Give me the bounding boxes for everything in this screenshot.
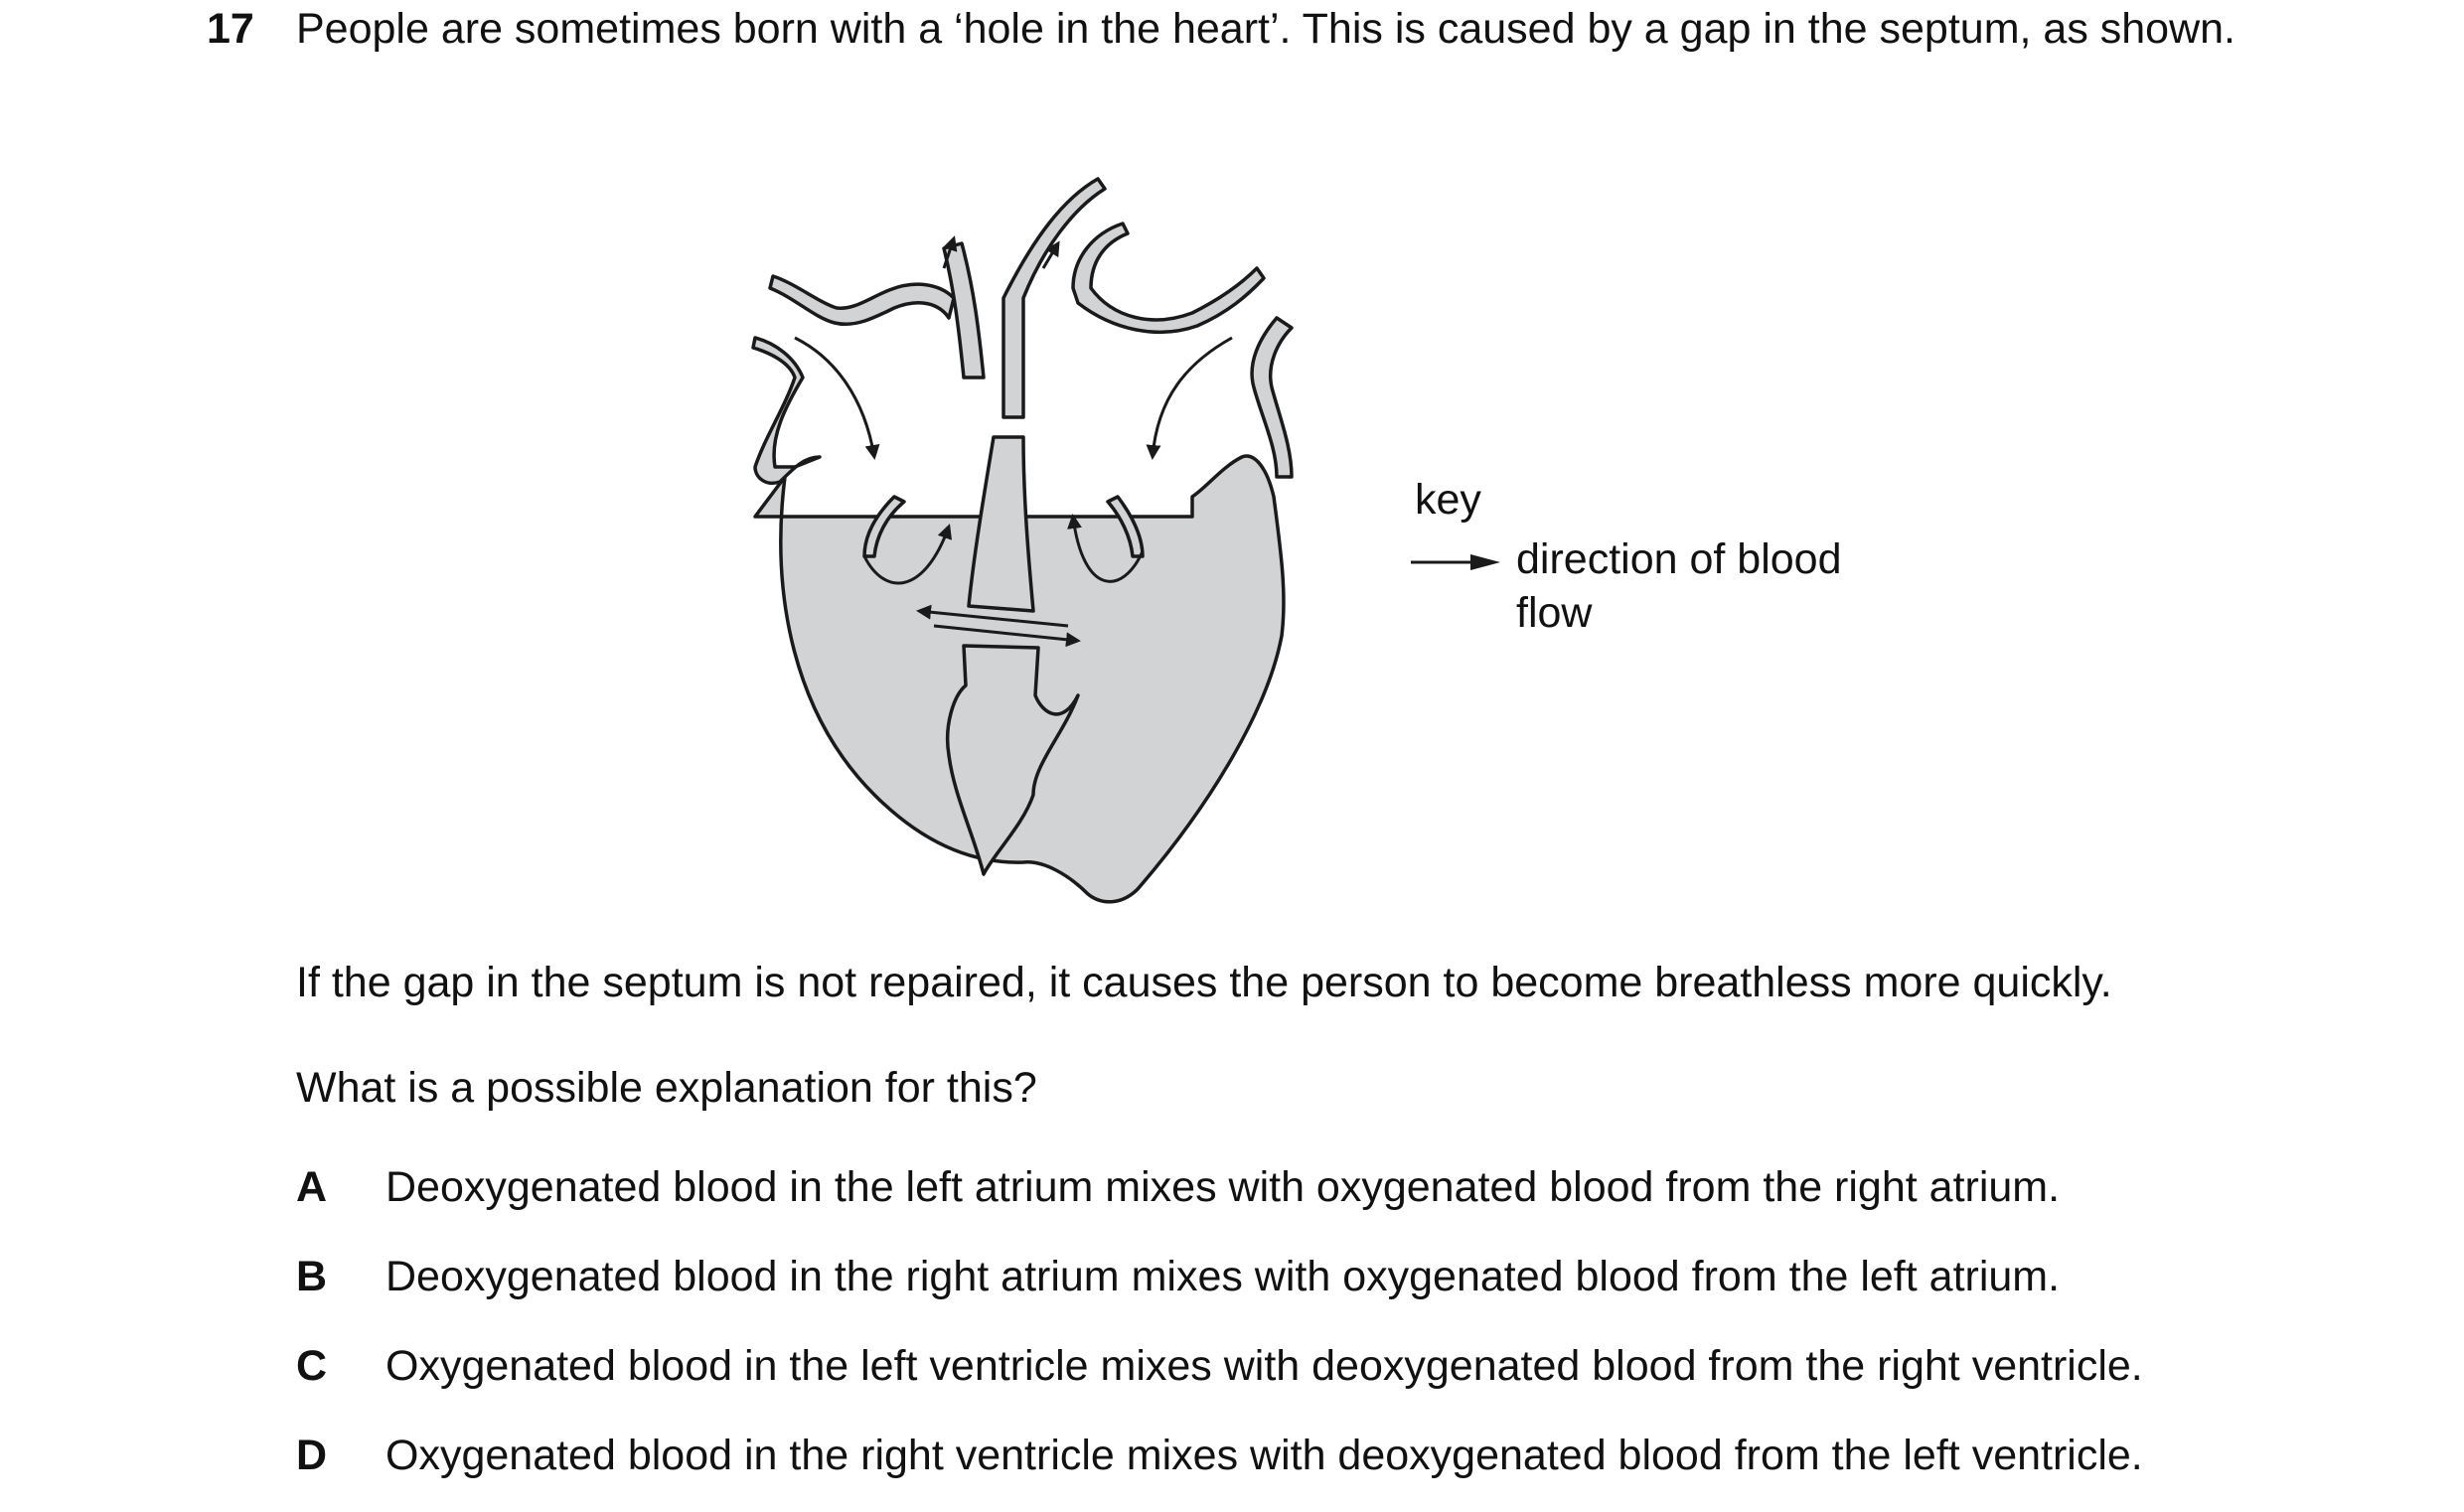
- key-arrow-icon: [1409, 552, 1508, 572]
- prompt-text: What is a possible explanation for this?: [296, 1064, 1037, 1112]
- statement-text: If the gap in the septum is not repaired, it causes the person to become breathless more quickly.: [296, 959, 2112, 1006]
- option-text: Oxygenated blood in the right ventricle mixes with deoxygenated blood from the left ventricle.: [385, 1432, 2143, 1479]
- left-vessel: [770, 276, 954, 324]
- flow-arrow-2: [1153, 338, 1232, 457]
- option-letter: B: [296, 1253, 328, 1300]
- question-number: 17: [207, 5, 254, 53]
- flow-arrow-1: [795, 338, 874, 457]
- left-outer-wall: [753, 338, 820, 483]
- septum-upper: [969, 437, 1033, 611]
- right-vessel: [1073, 224, 1264, 332]
- option-letter: C: [296, 1342, 328, 1390]
- right-outer-wall: [1252, 318, 1292, 477]
- option-text: Deoxygenated blood in the right atrium mixes with oxygenated blood from the left atrium.: [385, 1253, 2061, 1300]
- key-title: key: [1415, 476, 1481, 524]
- option-letter: A: [296, 1163, 328, 1211]
- option-text: Oxygenated blood in the left ventricle mixes with deoxygenated blood from the right ventricle.: [385, 1342, 2143, 1390]
- option-letter: D: [296, 1432, 328, 1479]
- key-description: direction of blood flow: [1516, 535, 1842, 637]
- option-text: Deoxygenated blood in the left atrium mixes with oxygenated blood from the right atrium.: [385, 1163, 2061, 1211]
- question-stem: People are sometimes born with a ‘hole in the heart’. This is caused by a gap in the septum, as shown.: [296, 5, 2236, 53]
